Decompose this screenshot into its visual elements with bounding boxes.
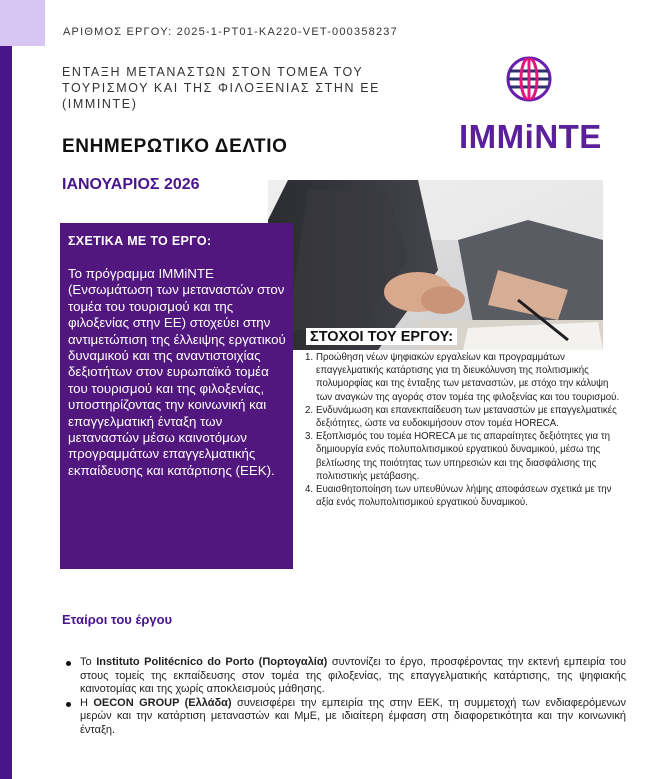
project-number: ΑΡΙΘΜΟΣ ΕΡΓΟΥ: 2025-1-PT01-KA220-VET-000358237 (63, 26, 398, 38)
partners-list (66, 656, 626, 738)
about-text: Το πρόγραμμα IMMiNTE (Ενσωμάτωση των μεταναστών στον τομέα του τουρισμού και της φιλοξενίας στην ΕΕ) στοχεύει στην αντιμετώπιση της έλλειψης εργατικού δυναμικού και της αναντιστοιχίας δεξιοτήτων στον ευρωπαϊκό τομέα του τουρισμού και της φιλοξενίας, υποστηρίζοντας την κοινωνική και επαγγελματική ένταξη των μεταναστών μέσω καινοτόμων προγραμμάτων επαγγελματικής εκπαίδευσης και κατάρτισης (ΕΕΚ). (68, 266, 286, 478)
goal-item: 3. Εξοπλισμός του τομέα HORECA με τις απαραίτητες δεξιότητες για τη δημιουργία ενός πολυπολιτισμικού εργατικού δυναμικού, μέσω της βελτίωσης της ποιότητας των υπηρεσιών και της διασφάλισης της πολιτιστικής μετάβασης. (305, 431, 611, 482)
newsletter-date: ΙΑΝΟΥΑΡΙΟΣ 2026 (62, 176, 200, 193)
project-subtitle: ΕΝΤΑΞΗ ΜΕΤΑΝΑΣΤΩΝ ΣΤΟΝ ΤΟΜΕΑ ΤΟΥ ΤΟΥΡΙΣΜΟΥ ΚΑΙ ΤΗΣ ΦΙΛΟΞΕΝΙΑΣ ΣΤΗΝ ΕΕ (IMMINTE) (62, 65, 381, 111)
bullet-icon (66, 702, 71, 707)
about-heading: ΣΧΕΤΙΚΑ ΜΕ ΤΟ ΕΡΓΟ: (68, 234, 212, 248)
left-accent-bar (0, 0, 12, 779)
bullet-icon (66, 661, 71, 666)
goal-item: 4. Ευαισθητοποίηση των υπευθύνων λήψης αποφάσεων σχετικά με την αξία ενός πολυπολιτισμικού εργατικού δυναμικού. (305, 484, 612, 509)
partners-heading: Εταίροι του έργου (62, 612, 173, 627)
about-project-box (60, 223, 293, 569)
meeting-photo (268, 180, 603, 350)
newsletter-title: ΕΝΗΜΕΡΩΤΙΚΟ ΔΕΛΤΙΟ (62, 136, 288, 157)
corner-accent-block (0, 0, 45, 46)
globe-logo-icon (504, 54, 554, 104)
goal-item: 2. Ενδυνάμωση και επανεκπαίδευση των μεταναστών με επαγγελματικές δεξιότητες, ώστε να ευδοκιμήσουν στον τομέα HORECA. (305, 404, 617, 430)
goals-list (305, 351, 625, 509)
logo-wordmark: IMMiNTE (459, 118, 602, 155)
partner-item: Το Instituto Politécnico do Porto (Πορτογαλία) συντονίζει το έργο, προσφέροντας την εκτενή εμπειρία του στους τομείς της εκπαίδευσης στον τομέα της φιλοξενίας, της επαγγελματικής κατάρτισης, της ψηφιακής καινοτομίας και της χωρίς αποκλεισμούς μάθησης. (66, 656, 626, 697)
goal-item: 1. Προώθηση νέων ψηφιακών εργαλείων και προγραμμάτων επαγγελματικής κατάρτισης για τη διευκόλυνση της πολιτισμικής πολυμορφίας και της ένταξης των μεταναστών, με στόχο την κάλυψη των αναγκών της αγοράς στον τομέα της φιλοξενίας και του τουρισμού. (305, 352, 620, 403)
goals-heading: ΣΤΟΧΟΙ ΤΟΥ ΕΡΓΟΥ: (306, 328, 457, 345)
partner-item: Η OECON GROUP (Ελλάδα) συνεισφέρει την εμπειρία της στην ΕΕΚ, τη συμμετοχή των ενδιαφερόμενων μερών και την κατάρτιση μεταναστών και ΜμΕ, με ιδιαίτερη έμφαση στη διαφορετικότητα και την κοινωνική ένταξη. (66, 697, 626, 738)
